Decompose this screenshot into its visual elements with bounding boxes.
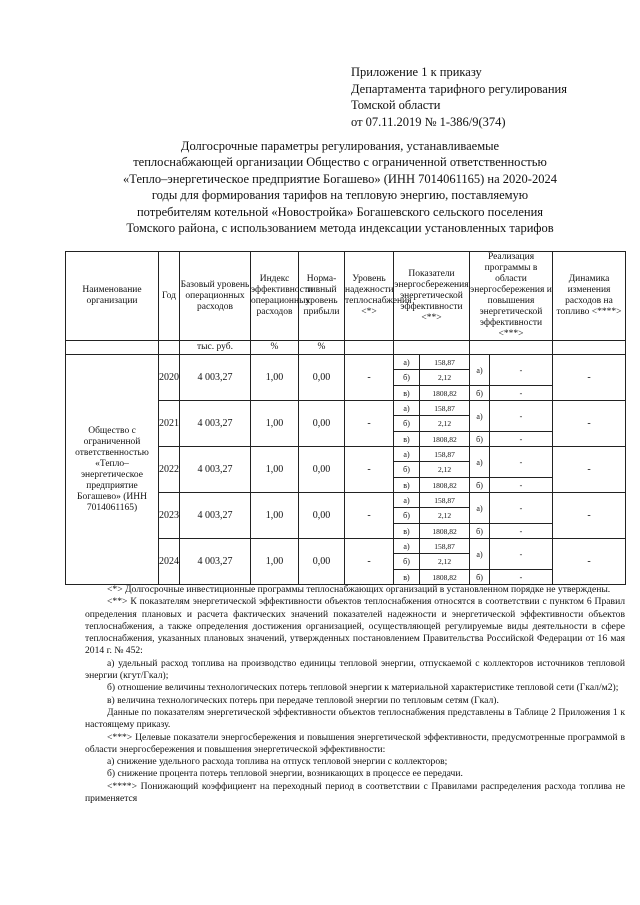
program-value-a: - — [490, 447, 553, 478]
index-cell: 1,00 — [251, 401, 299, 447]
appendix-line: Приложение 1 к приказу — [351, 65, 482, 79]
program-value-a: - — [490, 355, 553, 386]
year-cell: 2022 — [159, 447, 180, 493]
energy-value-v: 1808,82 — [420, 524, 470, 539]
program-label-b: б) — [470, 524, 490, 539]
table-row — [66, 355, 626, 370]
program-value-a: - — [490, 401, 553, 432]
energy-value-b: 2,12 — [420, 508, 470, 524]
index-cell: 1,00 — [251, 493, 299, 539]
org-name: Общество с ограниченной ответственностью «Тепло–энергетическое предприятие Богашево» (ИНН 7014061165) — [66, 355, 159, 585]
base-cell: 4 003,27 — [180, 355, 251, 401]
energy-label-b: б) — [394, 554, 420, 570]
year-cell: 2020 — [159, 355, 180, 401]
dynamics-cell: - — [553, 355, 626, 401]
unit-norm: % — [299, 341, 345, 355]
program-label-a: а) — [470, 493, 490, 524]
header-dynamics: Динамика изменения расходов на топливо <****> — [553, 252, 626, 341]
header-index: Индекс эффективности операционных расходов — [251, 252, 299, 341]
program-value-b: - — [490, 524, 553, 539]
dynamics-cell: - — [553, 447, 626, 493]
unit-index: % — [251, 341, 299, 355]
dynamics-cell: - — [553, 493, 626, 539]
energy-value-a: 158,87 — [420, 355, 470, 370]
dynamics-cell: - — [553, 539, 626, 585]
reliability-cell: - — [345, 447, 394, 493]
base-cell: 4 003,27 — [180, 447, 251, 493]
table-body — [66, 355, 626, 585]
program-label-a: а) — [470, 355, 490, 386]
title-line: годы для формирования тарифов на тепловую энергию, поставляемую — [151, 188, 529, 203]
year-cell: 2024 — [159, 539, 180, 585]
energy-label-a: а) — [394, 355, 420, 370]
norm-cell: 0,00 — [299, 355, 345, 401]
program-label-a: а) — [470, 401, 490, 432]
energy-value-b: 2,12 — [420, 462, 470, 478]
note-2c: в) величина технологических потерь при передаче тепловой энергии по тепловым сетям (Гкал). — [107, 694, 499, 706]
energy-label-a: а) — [394, 493, 420, 508]
base-cell: 4 003,27 — [180, 493, 251, 539]
header-program: Реализация программы в области энергосбережения и повышения энергетической эффективности <***> — [470, 252, 552, 339]
program-value-b: - — [490, 570, 553, 585]
note-4: <****> Понижающий коэффициент на переходный период в соответствии с Правилами распределения расхода топлива не применяется — [85, 780, 625, 805]
index-cell: 1,00 — [251, 447, 299, 493]
energy-label-v: в) — [394, 524, 420, 539]
appendix-block — [351, 64, 567, 130]
energy-label-v: в) — [394, 478, 420, 493]
energy-value-b: 2,12 — [420, 554, 470, 570]
program-label-b: б) — [470, 386, 490, 401]
program-label-a: а) — [470, 447, 490, 478]
norm-cell: 0,00 — [299, 539, 345, 585]
energy-value-v: 1808,82 — [420, 478, 470, 493]
norm-cell: 0,00 — [299, 447, 345, 493]
energy-label-b: б) — [394, 508, 420, 524]
program-value-b: - — [490, 478, 553, 493]
note-2: <**> К показателям энергетической эффективности объектов теплоснабжения относятся в соответствии с пунктом 6 Правил определения плановых и расчета фактических значений показателей надежности и энергетической эффективности объектов теплоснабжения, а также определения достижения организацией, осуществляющей регулируемые виды деятельности в сфере теплоснабжения, указанных плановых значений, утвержденных постановлением Правительства Российской Федерации от 16 мая 2014 г. № 452: — [85, 596, 625, 657]
energy-label-b: б) — [394, 462, 420, 478]
energy-value-a: 158,87 — [420, 447, 470, 462]
program-label-b: б) — [470, 570, 490, 585]
dynamics-cell: - — [553, 401, 626, 447]
program-label-b: б) — [470, 432, 490, 447]
unit-base: тыс. руб. — [180, 341, 251, 355]
header-base: Базовый уровень операционных расходов — [180, 252, 251, 341]
energy-label-a: а) — [394, 539, 420, 554]
header-year: Год — [159, 252, 180, 341]
note-3b: б) снижение процента потерь тепловой энергии, возникающих в процессе ее передачи. — [107, 768, 463, 780]
reliability-cell: - — [345, 401, 394, 447]
energy-label-b: б) — [394, 370, 420, 386]
year-cell: 2023 — [159, 493, 180, 539]
note-2b: б) отношение величины технологических потерь тепловой энергии к материальной характеристике тепловой сети (Гкал/м2); — [107, 682, 619, 694]
year-cell: 2021 — [159, 401, 180, 447]
note-1: <*> Долгосрочные инвестиционные программы теплоснабжающих организаций в установленном порядке не утверждены. — [107, 584, 611, 595]
energy-value-b: 2,12 — [420, 416, 470, 432]
energy-value-v: 1808,82 — [420, 570, 470, 585]
norm-cell: 0,00 — [299, 401, 345, 447]
header-energy: Показатели энергосбережения энергетической эффективности <**> — [394, 252, 470, 341]
header-norm: Норма-тивный уровень прибыли — [299, 252, 345, 341]
energy-label-b: б) — [394, 416, 420, 432]
title-line: теплоснабжающей организации Общество с ограниченной ответственностью — [133, 155, 547, 170]
reliability-cell: - — [345, 493, 394, 539]
appendix-line: от 07.11.2019 № 1-386/9(374) — [351, 114, 506, 129]
reliability-cell: - — [345, 539, 394, 585]
energy-value-v: 1808,82 — [420, 432, 470, 447]
header-reliability: Уровень надежности теплоснабжения <*> — [345, 252, 394, 341]
energy-value-a: 158,87 — [420, 539, 470, 554]
program-label-a: а) — [470, 539, 490, 570]
energy-label-v: в) — [394, 432, 420, 447]
energy-label-a: а) — [394, 447, 420, 462]
title-line: Долгосрочные параметры регулирования, устанавливаемые — [180, 139, 500, 153]
parameters-table — [65, 251, 626, 585]
energy-label-v: в) — [394, 386, 420, 401]
appendix-line: Департамента тарифного регулирования — [351, 81, 567, 96]
index-cell: 1,00 — [251, 539, 299, 585]
title-line: «Тепло–энергетическое предприятие Богашево» (ИНН 7014061165) на 2020-2024 — [123, 171, 557, 186]
index-cell: 1,00 — [251, 355, 299, 401]
title-line: потребителям котельной «Новостройка» Богашевского сельского поселения — [136, 204, 544, 219]
norm-cell: 0,00 — [299, 493, 345, 539]
energy-value-b: 2,12 — [420, 370, 470, 386]
note-3: <***> Целевые показатели энергосбережения и повышения энергетической эффективности, предусмотренные программой в области энергосбережения и повышения энергетической эффективности: — [85, 731, 625, 755]
note-2a: а) удельный расход топлива на производство единицы тепловой энергии, отпускаемой с коллекторов источников тепловой энергии (кгут/Гкал); — [85, 657, 625, 682]
appendix-line: Томской области — [351, 98, 441, 113]
program-value-a: - — [490, 539, 553, 570]
footnotes — [85, 584, 625, 805]
document-title — [60, 138, 620, 236]
note-3a: а) снижение удельного расхода топлива на отпуск тепловой энергии с коллекторов; — [107, 756, 448, 768]
energy-value-a: 158,87 — [420, 401, 470, 416]
reliability-cell: - — [345, 355, 394, 401]
title-line: Томского района, с использованием метода индексации установленных тарифов — [126, 221, 554, 236]
note-data: Данные по показателям энергетической эффективности объектов теплоснабжения представлены в Таблице 2 Приложения 1 к настоящему приказу. — [85, 706, 625, 731]
base-cell: 4 003,27 — [180, 539, 251, 585]
program-label-b: б) — [470, 478, 490, 493]
program-value-b: - — [490, 432, 553, 447]
energy-value-a: 158,87 — [420, 493, 470, 508]
program-value-b: - — [490, 386, 553, 401]
energy-label-v: в) — [394, 570, 420, 585]
base-cell: 4 003,27 — [180, 401, 251, 447]
program-value-a: - — [490, 493, 553, 524]
energy-label-a: а) — [394, 401, 420, 416]
header-org: Наименование организации — [66, 252, 159, 341]
energy-value-v: 1808,82 — [420, 386, 470, 401]
